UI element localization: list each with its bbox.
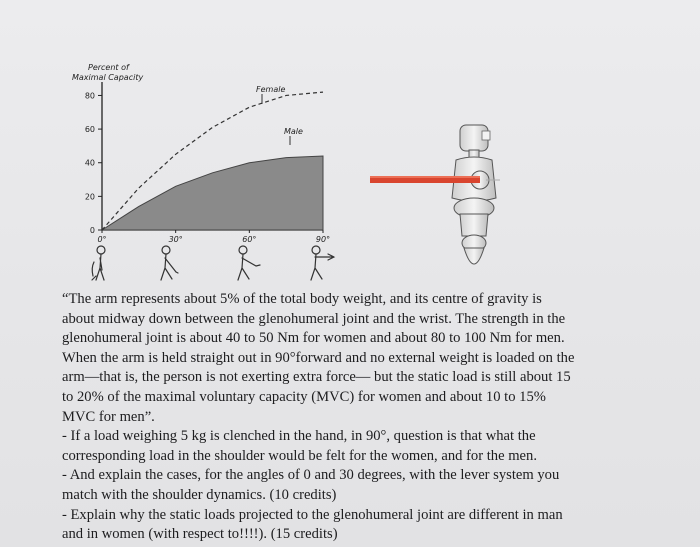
x-tick-label: 90° (315, 235, 331, 244)
text-line: about midway down between the glenohumeral joint and the wrist. The strength in the (62, 310, 566, 327)
legend-label-male: Male (284, 127, 303, 136)
problem-text (62, 290, 662, 545)
y-tick-label: 0 (89, 226, 95, 235)
strength-chart (72, 63, 330, 244)
text-line: - And explain the cases, for the angles of 0 and 30 degrees, with the lever system you (62, 467, 560, 484)
stick-figure-arm-60-icon (238, 246, 260, 280)
text-line: arm—that is, the person is not exerting extra force— but the static load is still about 15 (62, 369, 571, 386)
text-line: “The arm represents about 5% of the total body weight, and its centre of gravity is (62, 291, 542, 307)
y-tick-label: 20 (84, 192, 95, 202)
stick-figure-arm-90-icon (311, 246, 334, 280)
legend-label-female: Female (256, 85, 286, 94)
y-tick-label: 40 (84, 158, 95, 168)
body-figure-arm-out-icon (370, 125, 500, 264)
y-axis-label-line2: Maximal Capacity (72, 73, 144, 82)
x-tick-label: 0° (97, 235, 107, 244)
text-line: glenohumeral joint is about 40 to 50 Nm for women and about 80 to 100 Nm for men. (62, 330, 565, 347)
text-line: and in women (with respect to!!!!). (15 credits) (62, 526, 338, 543)
text-line: MVC for men”. (62, 408, 155, 425)
text-line: to 20% of the maximal voluntary capacity (MVC) for women and about 10 to 15% (62, 388, 546, 405)
stick-figure-arm-30-icon (161, 246, 178, 280)
x-tick-label: 60° (242, 235, 257, 244)
x-tick-label: 30° (168, 235, 183, 244)
y-tick-label: 60 (84, 125, 95, 135)
y-axis-label-line1: Percent of (88, 63, 129, 72)
text-line: match with the shoulder dynamics. (10 credits) (62, 486, 337, 503)
text-line: - If a load weighing 5 kg is clenched in the hand, in 90°, question is that what the (62, 428, 536, 445)
text-line: corresponding load in the shoulder would be felt for the women, and for the men. (62, 447, 537, 464)
text-line: - Explain why the static loads projected to the glenohumeral joint are different in man (62, 506, 563, 523)
text-line: When the arm is held straight out in 90°forward and no external weight is loaded on the (62, 349, 575, 366)
stick-figure-arm-0-icon (92, 246, 105, 280)
y-tick-label: 80 (84, 91, 95, 101)
